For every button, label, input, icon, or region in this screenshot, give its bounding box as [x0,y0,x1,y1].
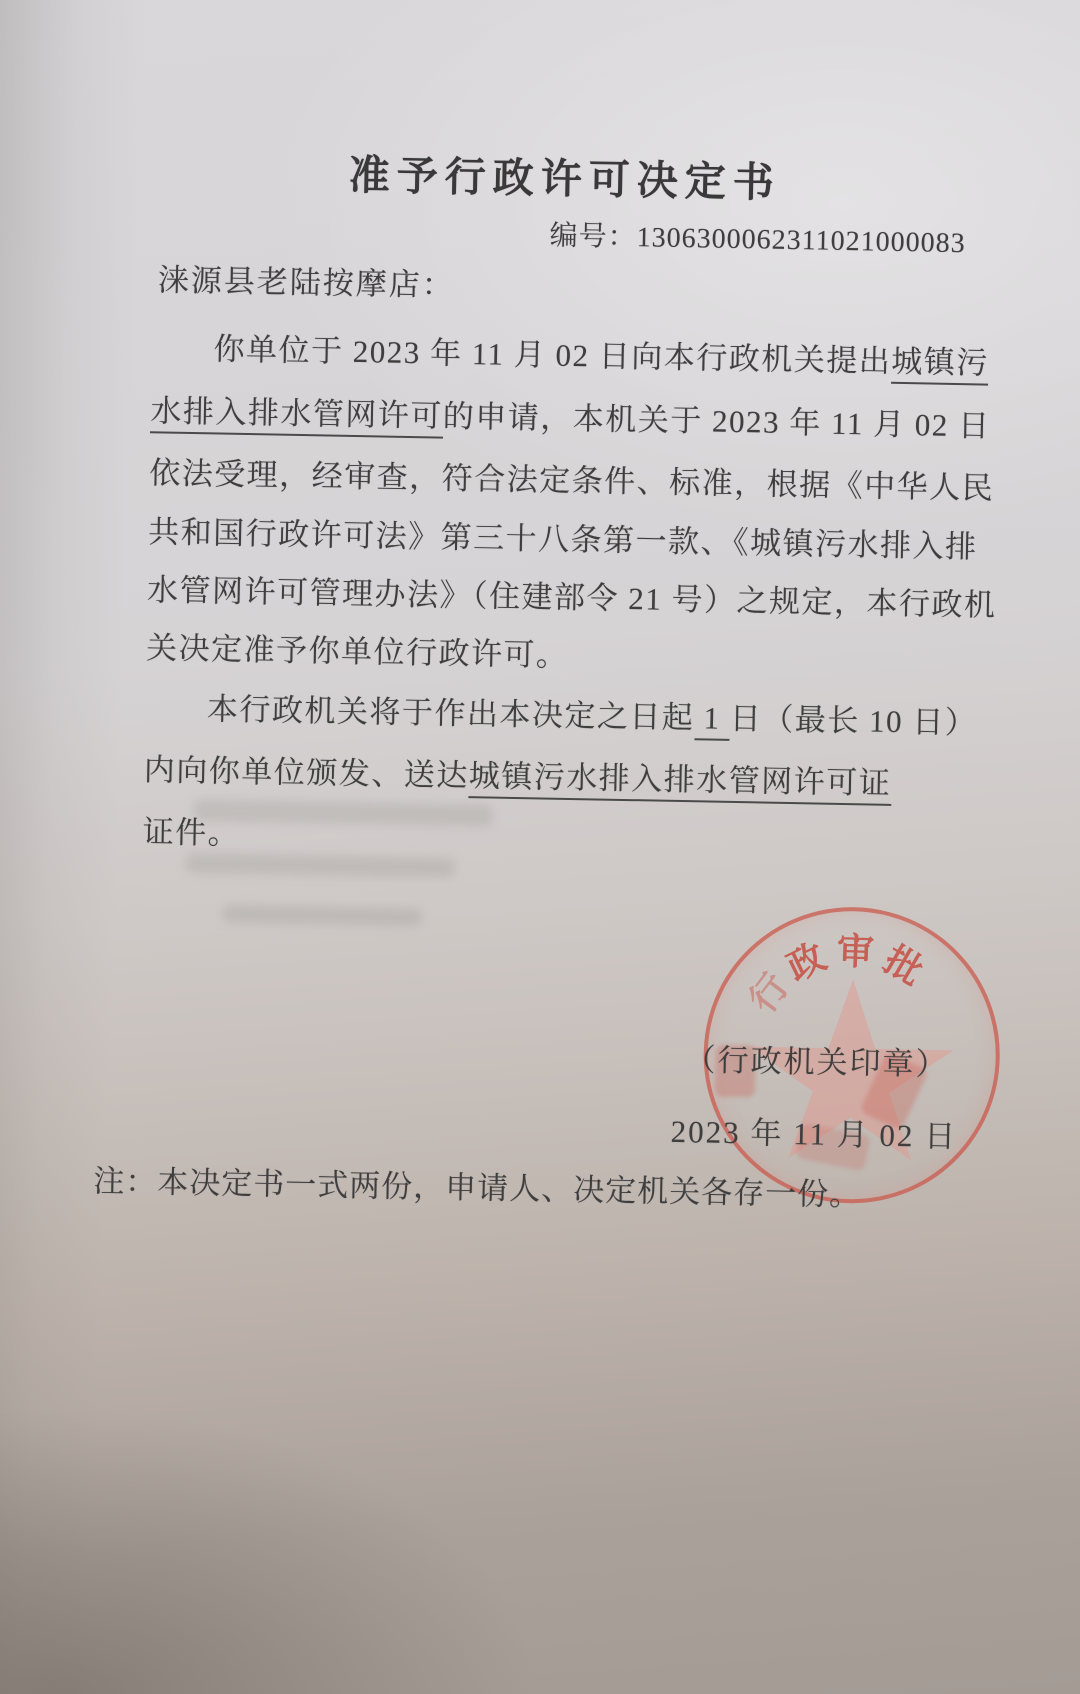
seal-caption: （行政机关印章） [684,1042,949,1082]
seal-arc-char: 批 [876,939,930,994]
document-number-label: 编号： [549,220,637,254]
document-number [153,206,966,261]
body-line: 证件。 [142,814,241,851]
bleedthrough-mark [185,853,455,878]
bleedthrough-mark [222,905,422,927]
decision-date: 2023 年 11 月 02 日 [670,1113,958,1155]
body-text: 内向你单位颁发、送达 [143,752,470,794]
seal-arc-char: 审 [836,931,875,974]
body-line: 共和国行政许可法》第三十八条第一款、《城镇污水排入排 [147,514,978,565]
body-line [145,682,978,742]
document-title: 准予行政许可决定书 [348,151,782,206]
body-text: 你单位于 2023 年 11 月 02 日向本行政机关提出 [213,331,892,379]
underlined-text: 城镇污水排入排水管网许可证 [468,758,891,806]
body-text: 的申请，本机关于 2023 年 11 月 02 日 [442,398,991,444]
underlined-text: 1 [694,700,730,741]
note-line: 注：本决定书一式两份，申请人、决定机关各存一份。 [92,1163,862,1213]
body-text: 日（最长 10 日） [729,700,978,741]
body-line [143,744,891,803]
body-line: 依法受理，经审查，符合法定条件、标准，根据《中华人民 [148,455,995,506]
body-text: 本行政机关将于作出本决定之日起 [206,691,695,736]
document-number-value: 1306300062311021000083 [636,222,966,260]
seal-arc-char: 行 [742,966,798,1021]
body-line: 关决定准予你单位行政许可。 [145,630,569,673]
body-line: 水管网许可管理办法》（住建部令 21 号）之规定，本行政机 [146,572,997,623]
underlined-text: 水排入排水管网许可 [150,393,443,438]
recipient-line: 涞源县老陆按摩店： [157,262,456,303]
body-line [150,385,991,445]
body-line [151,322,989,382]
seal-arc-char: 政 [781,936,833,990]
underlined-text: 城镇污 [891,344,989,386]
